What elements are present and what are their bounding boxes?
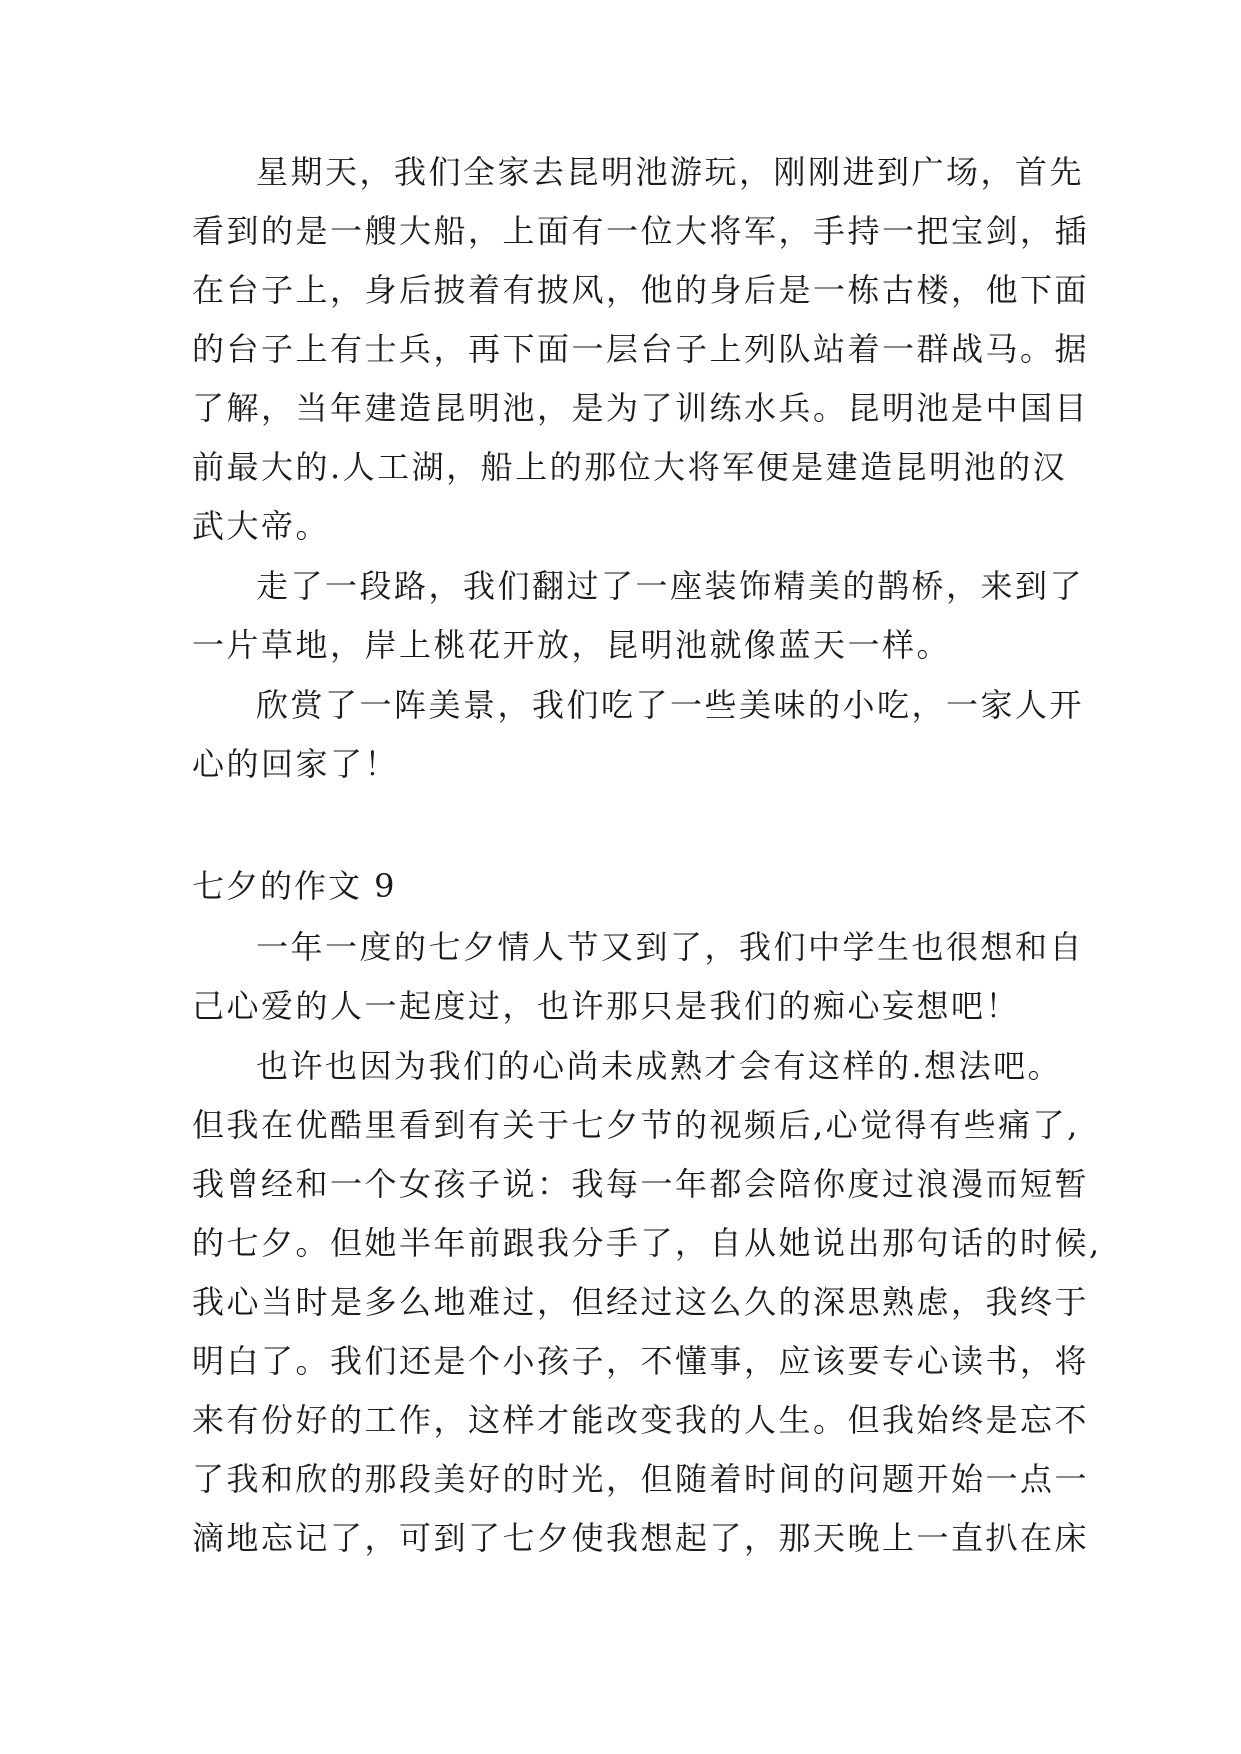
text-line: 了我和欣的那段美好的时光，但随着时间的问题开始一点一 [192,1460,1090,1498]
text-line: 我心当时是多么地难过，但经过这么久的深思熟虑，我终于 [192,1283,1090,1321]
text-line: 星期天，我们全家去昆明池游玩，刚刚进到广场，首先 [256,153,1085,191]
text-line: 明白了。我们还是个小孩子，不懂事，应该要专心读书，将 [192,1342,1090,1380]
text-line: 但我在优酷里看到有关于七夕节的视频后,心觉得有些痛了, [192,1106,1080,1144]
text-line: 了解，当年建造昆明池，是为了训练水兵。昆明池是中国目 [192,389,1090,427]
text-line: 心的回家了！ [192,745,400,783]
text-line: 的七夕。但她半年前跟我分手了，自从她说出那句话的时候, [192,1224,1102,1262]
text-line: 来有份好的工作，这样才能改变我的人生。但我始终是忘不 [192,1401,1090,1439]
text-line: 一年一度的七夕情人节又到了，我们中学生也很想和自 [256,928,1085,966]
text-line: 前最大的.人工湖，船上的那位大将军便是建造昆明池的汉 [192,448,1068,486]
text-line: 我曾经和一个女孩子说：我每一年都会陪你度过浪漫而短暂 [192,1165,1090,1203]
text-line: 一片草地，岸上桃花开放，昆明池就像蓝天一样。 [192,626,952,664]
section-heading: 七夕的作文 9 [192,867,397,905]
text-line: 走了一段路，我们翻过了一座装饰精美的鹊桥，来到了 [256,567,1085,605]
text-line: 的台子上有士兵，再下面一层台子上列队站着一群战马。据 [192,330,1090,368]
text-line: 在台子上，身后披着有披风，他的身后是一栋古楼，他下面 [192,271,1090,309]
text-line: 欣赏了一阵美景，我们吃了一些美味的小吃，一家人开 [256,686,1085,724]
text-line: 也许也因为我们的心尚未成熟才会有这样的.想法吧。 [256,1047,1063,1085]
text-line: 滴地忘记了，可到了七夕使我想起了，那天晚上一直扒在床 [192,1519,1090,1557]
text-line: 看到的是一艘大船，上面有一位大将军，手持一把宝剑，插 [192,212,1090,250]
text-line: 武大帝。 [192,507,331,545]
text-line: 己心爱的人一起度过，也许那只是我们的痴心妄想吧！ [192,987,1021,1025]
